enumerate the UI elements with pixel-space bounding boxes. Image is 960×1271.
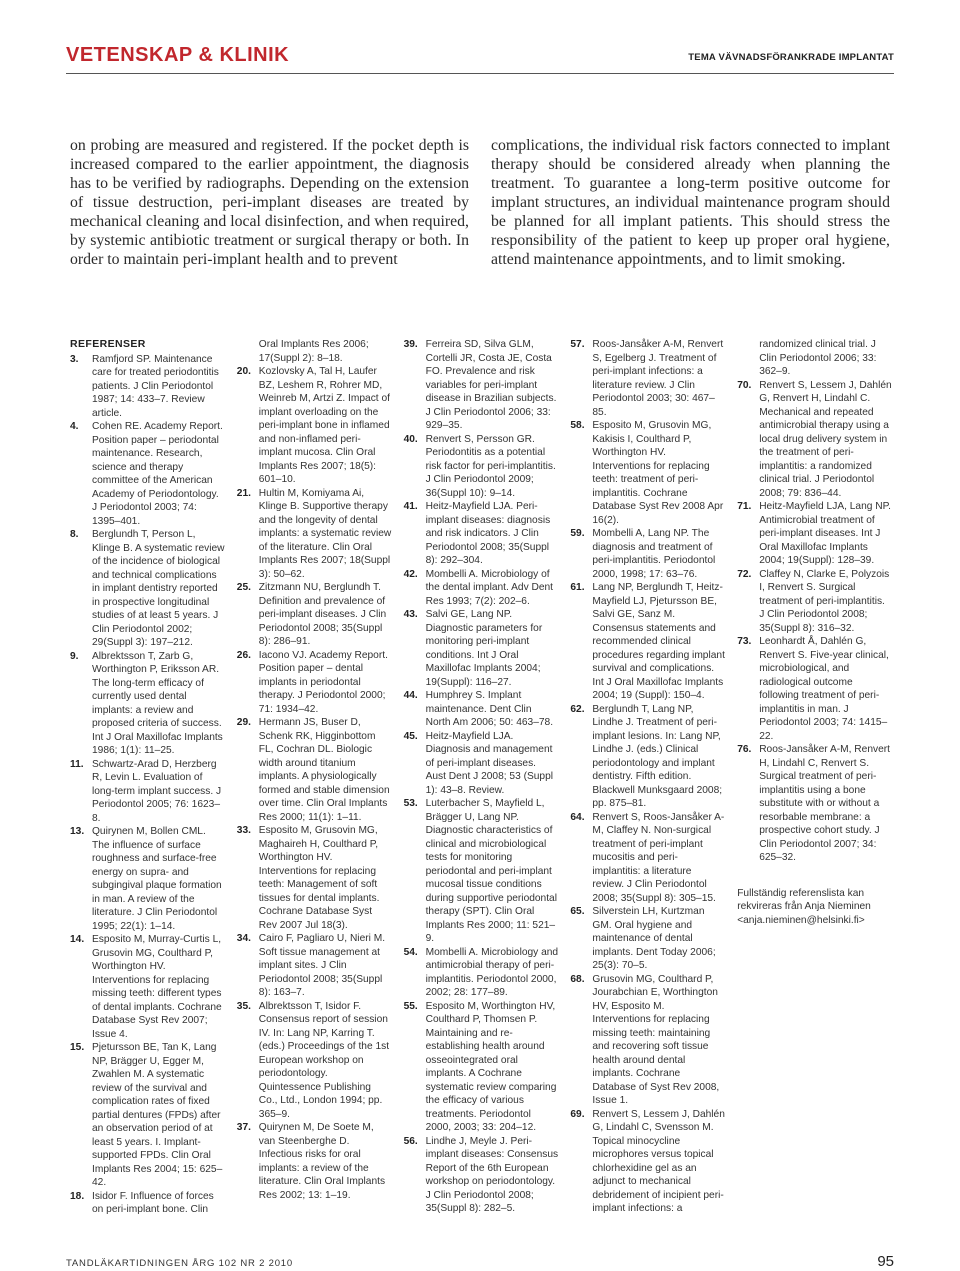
reference-text: Isidor F. Influence of forces on peri-implant bone. Clin Oral Implants Res 2006; 17(Suppl 2): 8–18. xyxy=(92,339,369,1215)
reference-number: 69. xyxy=(570,1108,585,1120)
reference-text: Hultin M, Komiyama Ai, Klinge B. Supportive therapy and the longevity of dental implants: a systematic review of the literature. Clin Oral Implants Res 2007; 18(Suppl 3): 50–62. xyxy=(258,487,392,580)
article-body xyxy=(70,136,890,316)
reference-number: 20. xyxy=(236,366,251,377)
reference-text: Renvert S, Lessem J, Dahlén G, Renvert H, Lindahl C. Mechanical and repeated antimicrobial therapy using a local drug delivery system in the treatment of peri-implantitis: a randomized clinical trial. J Periodontol 2008; 79: 836–44. xyxy=(759,379,892,499)
reference-item xyxy=(404,500,561,568)
reference-item xyxy=(404,433,561,501)
theme-label: TEMA VÄVNADSFÖRANKRADE IMPLANTAT xyxy=(688,52,894,63)
reference-text: Renvert S, Lessem J, Dahlén G, Lindahl C, Svensson M. Topical minocycline microphores versus topical chlorhexidine gel as an adjunct to mechanical debridement of incipient peri-implant infections: a randomized clinical trial. J Clin Periodontol 2006; 33: 362–9. xyxy=(592,339,877,1214)
reference-text: Mombelli A, Lang NP. The diagnosis and treatment of peri-implantitis. Periodontol 2000, 1998; 17: 63–76. xyxy=(592,528,716,580)
header-divider xyxy=(66,73,894,74)
reference-number: 8. xyxy=(70,529,79,540)
reference-number: 64. xyxy=(570,811,585,823)
reference-item xyxy=(570,581,727,703)
reference-text: Quirynen M, De Soete M, van Steenberghe D. Infectious risks for oral implants: a review of the literature. Clin Oral Implants Res 2002; 13: 1–19. xyxy=(258,1122,386,1201)
reference-number: 53. xyxy=(403,798,418,809)
reference-item xyxy=(404,608,561,689)
reference-number: 15. xyxy=(70,1042,85,1053)
reference-item xyxy=(237,649,394,717)
reference-item xyxy=(404,338,561,433)
reference-number: 35. xyxy=(236,1000,251,1012)
reference-item xyxy=(570,419,727,527)
reference-number: 45. xyxy=(403,730,418,742)
reference-number: 33. xyxy=(236,825,251,836)
reference-number: 11. xyxy=(70,758,84,770)
reference-text: Albrektsson T, Zarb G, Worthington P, Eriksson AR. The long-term efficacy of currently used dental implants: a review and proposed criteria of success. Int J Oral Maxillofac Implants 1986; 1(1): 11–25. xyxy=(92,650,223,756)
section-title: VETENSKAP & KLINIK xyxy=(66,44,290,66)
reference-text: Esposito M, Worthington HV, Coulthard P, Thomsen P. Maintaining and re-establishing health around osseointegrated oral implants. A Cochrane systematic review comparing the efficacy of various treatments. Periodontol 2000, 2003; 33: 204–12. xyxy=(425,1000,557,1133)
reference-item xyxy=(237,1000,394,1122)
contact-email: <anja.nieminen@helsinki.fi> xyxy=(737,914,865,926)
reference-text: Heitz-Mayfield LJA. Peri-implant diseases: diagnosis and risk indicators. J Clin Periodontol 2008; 35(Suppl 8): 292–304. xyxy=(425,501,551,566)
contact-line: rekvireras från Anja Nieminen xyxy=(737,901,871,912)
reference-number: 68. xyxy=(570,973,585,985)
reference-number: 3. xyxy=(70,353,79,365)
reference-text: Humphrey S. Implant maintenance. Dent Clin North Am 2006; 50: 463–78. xyxy=(425,690,554,728)
reference-text: Cohen RE. Academy Report. Position paper – periodontal maintenance. Research, science and therapy committee of the American Academy of Periodontology. J Periodontol 2003; 74: 1395–401. xyxy=(92,421,223,527)
reference-number: 14. xyxy=(70,934,85,945)
reference-text: Berglundh T, Lang NP, Lindhe J. Treatment of peri-implant lesions. In: Lang NP, Lindhe J. (eds.) Clinical periodontology and implant dentistry. Fifth edition. Blackwell Munksgaard 2008; pp. 875–81. xyxy=(592,703,723,809)
reference-item xyxy=(737,568,894,636)
reference-item xyxy=(70,825,227,933)
reference-item xyxy=(237,824,394,932)
reference-text: Esposito M, Murray-Curtis L, Grusovin MG, Coulthard P, Worthington HV. Interventions for replacing missing teeth: different types of dental implants. Cochrane Database Syst Rev 2007; Issue 4. xyxy=(92,934,222,1040)
reference-number: 56. xyxy=(403,1135,418,1147)
reference-text: Leonhardt Å, Dahlén G, Renvert S. Five-year clinical, microbiological, and radiological outcome following treatment of peri-implantitis in man. J Periodontol 2003; 74: 1415–22. xyxy=(759,636,889,742)
reference-item xyxy=(70,353,227,421)
reference-text: Hermann JS, Buser D, Schenk RK, Higginbottom FL, Cochran DL. Biologic width around titanium implants. A physiologically formed and stable dimension over time. Clin Oral Implants Res 2000; 11(1): 1–11. xyxy=(258,717,390,823)
reference-item xyxy=(737,743,894,865)
reference-item xyxy=(570,811,727,906)
reference-number: 76. xyxy=(737,744,752,755)
reference-item xyxy=(70,933,227,1041)
reference-text: Silverstein LH, Kurtzman GM. Oral hygiene and maintenance of dental implants. Dent Today 2006; 25(3): 70–5. xyxy=(592,906,716,971)
reference-text: Pjetursson BE, Tan K, Lang NP, Brägger U, Egger M, Zwahlen M. A systematic review of the survival and complication rates of fixed partial dentures (FPDs) after an observation period of at least 5 years. I. Implant-supported FPDs. Clin Oral Implants Res 2004; 15: 625–42. xyxy=(92,1042,223,1188)
reference-number: 71. xyxy=(737,501,752,512)
reference-number: 41. xyxy=(403,501,418,512)
reference-number: 55. xyxy=(403,1000,418,1012)
reference-number: 39. xyxy=(403,339,418,350)
reference-text: Salvi GE, Lang NP. Diagnostic parameters for monitoring peri-implant conditions. Int J Oral Maxillofac Implants 2004; 19(Suppl): 116–27. xyxy=(425,609,543,688)
reference-text: Berglundh T, Person L, Klinge B. A systematic review of the incidence of biological and technical complications in implant dentistry reported in prospective longitudinal studies of at least 5 years. J Clin Periodontol 2002; 29(Suppl 3): 197–212. xyxy=(92,529,225,648)
reference-item xyxy=(404,1000,561,1135)
reference-text: Claffey N, Clarke E, Polyzois I, Renvert S. Surgical treatment of peri-implantitis. J Clin Periodontol 2008; 35(Suppl 8): 316–32. xyxy=(759,568,890,634)
reference-item xyxy=(237,932,394,1000)
reference-item xyxy=(737,379,894,501)
body-paragraph-2: complications, the individual risk factors connected to implant therapy should be considered already when planning the treatment. To guarantee a long-term positive outcome for implant structures, an individual maintenance program should be planned for all implant patients. This should stress the responsibility of the patient to keep up proper oral hygiene, attend maintenance appointments, and to limit smoking. xyxy=(491,137,890,268)
reference-item xyxy=(237,581,394,649)
reference-text: Kozlovsky A, Tal H, Laufer BZ, Leshem R, Rohrer MD, Weinreb M, Artzi Z. Impact of implant overloading on the peri-implant bone in inflamed and non-inflamed peri-implant mucosa. Clin Oral Implants Res 2007; 18(5): 601–10. xyxy=(258,366,390,485)
reference-item xyxy=(404,946,561,1000)
reference-text: Zitzmann NU, Berglundh T. Definition and prevalence of peri-implant diseases. J Clin Periodontol 2008; 35(Suppl 8): 286–91. xyxy=(258,582,387,647)
reference-item xyxy=(70,1041,227,1190)
reference-contact-note xyxy=(737,887,894,928)
reference-item xyxy=(570,703,727,811)
contact-line: Fullständig referenslista kan xyxy=(737,887,865,899)
reference-text: Lindhe J, Meyle J. Peri-implant diseases: Consensus Report of the 6th European workshop on periodontology. J Clin Periodontol 2008; 35(Suppl 8): 282–5. xyxy=(425,1135,559,1214)
reference-number: 73. xyxy=(737,636,752,647)
reference-text: Roos-Jansåker A-M, Renvert S, Egelberg J. Treatment of peri-implant infections: a literature review. J Clin Periodontol 2003; 30: 467–85. xyxy=(592,339,724,418)
references xyxy=(70,338,894,1228)
reference-number: 29. xyxy=(236,717,251,728)
reference-item xyxy=(404,568,561,609)
reference-item xyxy=(237,716,394,824)
reference-item xyxy=(70,528,227,650)
reference-number: 44. xyxy=(403,690,418,701)
reference-text: Luterbacher S, Mayfield L, Brägger U, Lang NP. Diagnostic characteristics of clinical and microbiological tests for monitoring periodontal and peri-implant mucosal tissue conditions during supportive periodontal therapy (SPT). Clin Oral Implants Res 2000; 11: 521–9. xyxy=(425,798,557,944)
reference-text: Ramfjord SP. Maintenance care for treated periodontitis patients. J Clin Periodontol 1987; 14: 433–7. Review article. xyxy=(92,353,219,419)
reference-number: 70. xyxy=(737,379,752,391)
reference-number: 25. xyxy=(236,582,251,593)
reference-item xyxy=(237,1121,394,1202)
reference-number: 9. xyxy=(70,650,79,662)
reference-number: 40. xyxy=(403,433,418,445)
reference-number: 72. xyxy=(737,568,752,580)
reference-item xyxy=(404,797,561,946)
reference-item xyxy=(570,905,727,973)
reference-item xyxy=(737,635,894,743)
reference-text: Esposito M, Grusovin MG, Maghaireh H, Coulthard P, Worthington HV. Interventions for replacing teeth: Management of soft tissues for dental implants. Cochrane Database Syst Rev 2007 Jul 18(3). xyxy=(258,825,380,931)
reference-item xyxy=(737,500,894,568)
reference-number: 54. xyxy=(403,946,418,958)
reference-item xyxy=(404,689,561,730)
reference-item xyxy=(404,730,561,798)
reference-text: Grusovin MG, Coulthard P, Jourabchian E, Worthington HV, Esposito M. Interventions for replacing missing teeth: maintaining and recovering soft tissue health around dental implants. Cochrane Database of Syst Rev 2008, Issue 1. xyxy=(592,973,720,1106)
reference-text: Mombelli A. Microbiology of the dental implant. Adv Dent Res 1993; 7(2): 202–6. xyxy=(425,568,554,607)
reference-item xyxy=(570,338,727,419)
reference-text: Ferreira SD, Silva GLM, Cortelli JR, Costa JE, Costa FO. Prevalence and risk variables for peri-implant disease in Brazilian subjects. J Clin Periodontol 2006; 33: 929–35. xyxy=(425,339,557,431)
reference-item xyxy=(570,527,727,581)
reference-number: 42. xyxy=(403,568,418,580)
reference-item xyxy=(404,1135,561,1216)
reference-number: 58. xyxy=(570,420,585,431)
reference-text: Schwartz-Arad D, Herzberg R, Levin L. Evaluation of long-term implant success. J Periodontol 2005; 76: 1623–8. xyxy=(92,758,222,824)
reference-text: Albrektsson T, Isidor F. Consensus report of session IV. In: Lang NP, Karring T. (eds.) Proceedings of the 1st European workshop on periodontology. Quintessence Publishing Co., Ltd., London 1994; pp. 365–9. xyxy=(258,1000,390,1120)
reference-number: 62. xyxy=(570,703,585,715)
reference-list xyxy=(70,338,894,1228)
reference-number: 13. xyxy=(70,826,85,837)
reference-text: Heitz-Mayfield LJA, Lang NP. Antimicrobial treatment of peri-implant diseases. Int J Oral Maxillofac Implants 2004; 19(Suppl): 128–39. xyxy=(759,501,891,566)
reference-number: 26. xyxy=(236,649,251,661)
reference-number: 37. xyxy=(236,1122,251,1133)
reference-number: 18. xyxy=(70,1190,85,1202)
reference-text: Quirynen M, Bollen CML. The influence of surface roughness and surface-free energy on supra- and subgingival plaque formation in man. A review of the literature. J Clin Periodontol 1995; 22(1): 1–14. xyxy=(92,826,222,932)
reference-text: Lang NP, Berglundh T, Heitz-Mayfield LJ, Pjetursson BE, Salvi GE, Sanz M. Consensus statements and recommended clinical procedures regarding implant survival and complications. Int J Oral Maxillofac Implants 2004; 19 (Suppl): 150–4. xyxy=(592,582,725,701)
reference-text: Heitz-Mayfield LJA. Diagnosis and management of peri-implant diseases. Aust Dent J 2008; 53 (Suppl 1): 43–8. Review. xyxy=(425,730,554,796)
reference-text: Iacono VJ. Academy Report. Position paper – dental implants in periodontal therapy. J Periodontol 2000; 71: 1934–42. xyxy=(258,649,388,715)
reference-number: 57. xyxy=(570,339,585,350)
footer-journal: TANDLÄKARTIDNINGEN ÅRG 102 NR 2 2010 xyxy=(66,1258,293,1269)
reference-text: Renvert S, Persson GR. Periodontitis as a potential risk factor for peri-implantitis. J Clin Periodontol 2009; 36(Suppl 10): 9–14. xyxy=(425,433,556,499)
reference-number: 4. xyxy=(70,421,79,432)
reference-number: 43. xyxy=(403,609,418,620)
reference-item xyxy=(237,487,394,582)
masthead xyxy=(66,44,894,70)
references-heading: REFERENSER xyxy=(70,338,146,350)
page-number: 95 xyxy=(877,1253,894,1270)
reference-number: 65. xyxy=(570,906,585,917)
reference-text: Cairo F, Pagliaro U, Nieri M. Soft tissue management at implant sites. J Clin Periodontol 2008; 35(Suppl 8): 163–7. xyxy=(258,933,386,998)
reference-item xyxy=(70,650,227,758)
reference-text: Esposito M, Grusovin MG, Kakisis I, Coulthard P, Worthington HV. Interventions for replacing teeth: treatment of peri-implantitis. Cochrane Database Syst Rev 2008 Apr 16(2). xyxy=(592,420,724,526)
reference-text: Renvert S, Roos-Jansåker A-M, Claffey N. Non-surgical treatment of peri-implant mucositis and peri-implantitis: a literature review. J Clin Periodontol 2008; 35(Suppl 8): 305–15. xyxy=(592,811,725,904)
reference-number: 21. xyxy=(236,487,251,499)
reference-item xyxy=(70,758,227,826)
reference-number: 61. xyxy=(570,582,585,593)
reference-item xyxy=(237,365,394,487)
reference-number: 34. xyxy=(236,933,251,944)
reference-text: Mombelli A. Microbiology and antimicrobial therapy of peri-implantitis. Periodontol 2000, 2002; 28: 177–89. xyxy=(425,946,559,998)
reference-text: Roos-Jansåker A-M, Renvert H, Lindahl C, Renvert S. Surgical treatment of peri-implantitis using a bone substitute with or without a resorbable membrane: a prospective cohort study. J Clin Periodontol 2007; 34: 625–32. xyxy=(759,744,890,863)
body-paragraph-1: on probing are measured and registered. If the pocket depth is increased compared to the earlier appointment, the diagnosis has to be verified by radiographs. Depending on the extension of tissue destruction, peri-implant diseases are treated by mechanical cleaning and local disinfection, and when required, by systemic antibiotic treatment or surgical therapy or both. In order to maintain peri-implant health and to prevent xyxy=(70,137,469,268)
reference-item xyxy=(570,973,727,1108)
reference-item xyxy=(70,420,227,528)
reference-number: 59. xyxy=(570,528,585,539)
